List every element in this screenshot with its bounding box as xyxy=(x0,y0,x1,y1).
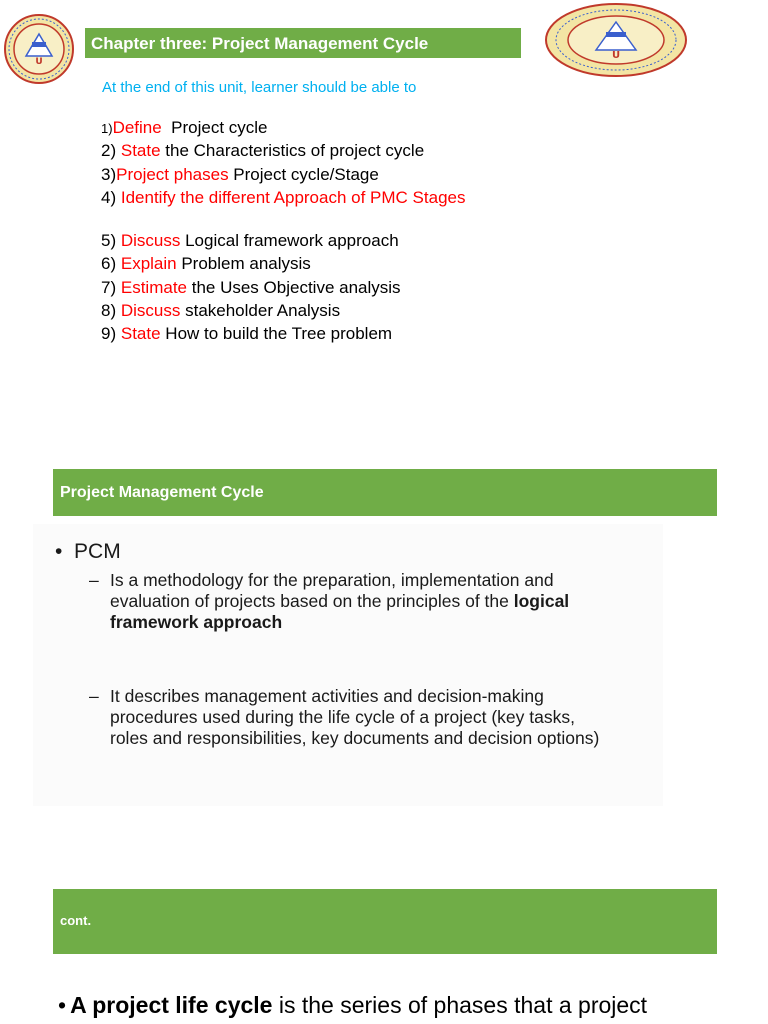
objective-item: 2) State the Characteristics of project cycle xyxy=(101,141,425,161)
objective-item: 5) Discuss Logical framework approach xyxy=(101,231,399,251)
project-life-cycle-bullet: • A project life cycle is the series of phases that a project xyxy=(58,992,648,1018)
objective-item: 6) Explain Problem analysis xyxy=(101,254,311,274)
university-logo-left xyxy=(4,12,74,86)
objective-item: 1)Define Project cycle xyxy=(101,118,268,137)
chapter-title-banner xyxy=(85,28,521,58)
objective-item: 4) Identify the different Approach of PMC Stages xyxy=(101,187,466,207)
objective-item: 8) Discuss stakeholder Analysis xyxy=(101,301,341,321)
svg-text:U: U xyxy=(611,50,621,61)
objective-item: 9) State How to build the Tree problem xyxy=(101,324,393,344)
pcm-bullet: • PCM xyxy=(55,540,121,563)
cont-title-banner xyxy=(53,889,717,954)
objective-item: 3)Project phases Project cycle/Stage xyxy=(101,164,379,184)
objective-item: 7) Estimate the Uses Objective analysis xyxy=(101,277,401,297)
pcm-sub-point-methodology: – Is a methodology for the preparation, implementation and evaluation of projects based on the principles of the logical framework approach xyxy=(89,570,570,632)
chapter-title: Chapter three: Project Management Cycle xyxy=(91,34,429,53)
pcm-content-image xyxy=(33,524,663,806)
objectives-list xyxy=(101,116,465,346)
cont-title: cont. xyxy=(60,913,92,928)
objectives-intro: At the end of this unit, learner should be able to xyxy=(102,79,417,96)
pcm-sub-point-activities: – It describes management activities and decision-making procedures used during the life cycle of a project (key tasks, roles and responsibilities, key documents and decision options) xyxy=(89,686,600,748)
pcm-title: Project Management Cycle xyxy=(60,484,264,501)
svg-text:U: U xyxy=(35,57,43,67)
pcm-title-banner xyxy=(53,469,717,516)
university-logo-right xyxy=(544,2,688,78)
